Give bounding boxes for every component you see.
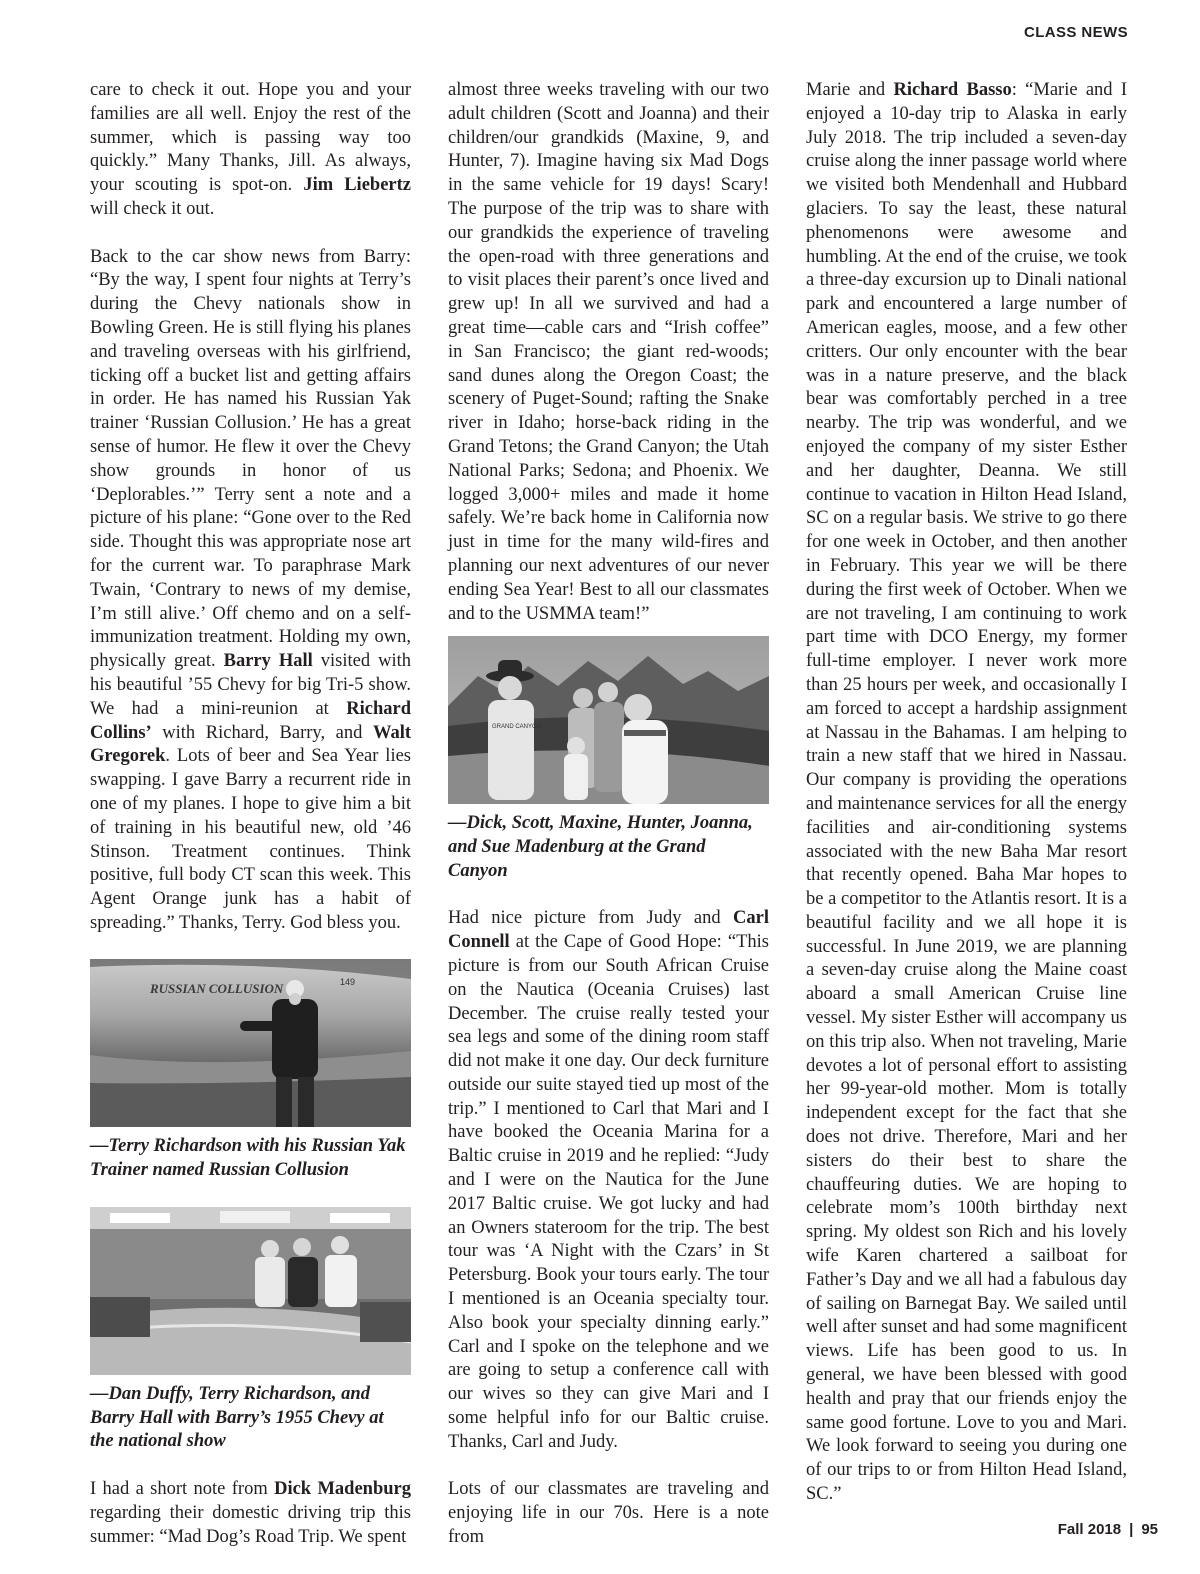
classmate-name: Richard Basso bbox=[893, 80, 1012, 100]
classmate-name: Walt Gregorek bbox=[90, 722, 411, 767]
classmate-name: Barry Hall bbox=[223, 651, 313, 672]
photo-car-show bbox=[90, 1207, 411, 1375]
plane-photo-image bbox=[90, 959, 411, 1127]
paragraph: Had nice picture from Judy and Carl Connell at the Cape of Good Hope: “This picture is from our South African Cruise on the Nautica (Oceania Cruises) last December. The cruise really tested your sea legs and some of the dining room staff did not make it one day. Our deck furniture outside our suite stayed tied up most of the trip.” I mentioned to Carl that Mari and I have booked the Oceania Marina for a Baltic cruise in 2019 and he replied: “Judy and I were on the Nautica for the June 2017 Baltic cruise. We got lucky and had an Owners stateroom for the trip. The best tour was ‘A Night with the Czars’ in St Petersburg. Book your tours early. The tour I mentioned is an Oceania specialty tour. Also book your specialty dinning early.” Carl and I spoke on the telephone and we are going to setup a conference call with our wives so they can give Mari and I some helpful info for our Baltic cruise. Thanks, Carl and Judy. bbox=[448, 908, 769, 1452]
section-header: CLASS NEWS bbox=[1023, 24, 1128, 41]
car-show-photo-image bbox=[90, 1207, 411, 1375]
photo-plane bbox=[90, 959, 411, 1127]
page-footer bbox=[1058, 1521, 1158, 1538]
photo-caption: —Dick, Scott, Maxine, Hunter, Joanna, and Sue Madenburg at the Grand Canyon bbox=[448, 813, 753, 881]
photo-grand-canyon bbox=[448, 636, 769, 804]
paragraph: I had a short note from Dick Madenburg regarding their domestic driving trip this summer: “Mad Dog’s Road Trip. We spent bbox=[90, 1479, 411, 1547]
classmate-name: Carl Connell bbox=[448, 908, 769, 953]
classmate-name: Richard Collins’ bbox=[90, 698, 411, 743]
column-3 bbox=[806, 79, 1127, 1531]
paragraph: Back to the car show news from Barry: “By the way, I spent four nights at Terry’s during the Chevy nationals show in Bowling Green. He is still flying his planes and traveling overseas with his girlfriend, ticking off a bucket list and getting affairs in order. He has named his Russian Yak trainer ‘Russian Collusion.’ He has a great sense of humor. He flew it over the Chevy show grounds in honor of us ‘Deplorables.’” Terry sent a note and a picture of his plane: “Gone over to the Red side. Thought this was appropriate nose art for the current war. To paraphrase Mark Twain, ‘Contrary to news of my demise, I’m still alive.’ Off chemo and on a self-immunization treatment. Holding my own, physically great. Barry Hall visited with his beautiful ’55 Chevy for big Tri-5 show. We had a mini-reunion at Richard Collins’ with Richard, Barry, and Walt Gregorek. Lots of beer and Sea Year lies swapping. I gave Barry a recurrent ride in one of my planes. I hope to give him a bit of training in his beautiful new, old ’46 Stinson. Treatment continues. Think positive, full body CT scan this week. This Agent Orange junk has a habit of spreading.” Thanks, Terry. God bless you. bbox=[90, 246, 411, 933]
nose-art-text: RUSSIAN COLLUSION bbox=[150, 981, 284, 997]
photo-caption: —Terry Richardson with his Russian Yak Trainer named Russian Collusion bbox=[90, 1136, 406, 1181]
paragraph: Lots of our classmates are traveling and enjoying life in our 70s. Here is a note from bbox=[448, 1479, 769, 1548]
issue-label: Fall 2018 bbox=[1057, 1521, 1122, 1538]
classmate-name: Dick Madenburg bbox=[274, 1479, 411, 1500]
paragraph: Marie and Richard Basso: “Marie and I enjoyed a 10-day trip to Alaska in early July 2018. The trip included a seven-day cruise along the inner passage world where we visited both Mendenhall and Hubbard glaciers. To say the least, these natural phenomenons were awesome and humbling. At the end of the cruise, we took a three-day excursion up to Dinali national park and encountered a large number of American eagles, moose, and a few other critters. Our only encounter with the bear was in a nature preserve, and the black bear was comfortably perched in a tree nearby. The trip was wonderful, and we enjoyed the company of my sister Esther and her daughter, Deanna. We still continue to vacation in Hilton Head Island, SC on a regular basis. We strive to go there for one week in October, and then another in February. This year we will be there during the first week of October. When we are not traveling, I am continuing to work part time with DCO Energy, my former full-time employer. I never work more than 25 hours per week, and occasionally I am forced to accept a hardship assignment at Nassau in the Bahamas. I am helping to train a new staff that we hired in Nassau. Our company is providing the operations and maintenance services for all the energy facilities and air-conditioning systems associated with the new Baha Mar resort that recently opened. Baha Mar hopes to be a competitor to the Atlantis resort. It is a beautiful facility and we all hope it is successful. In June 2019, we are planning a seven-day cruise along the Maine coast aboard a small American Cruise line vessel. My sister Esther will accompany us on this trip also. When not traveling, Marie devotes a lot of personal effort to assisting her 99-year-old mother. Mom is totally independent except for the fact that she does not drive. Therefore, Mari and her sisters do their best to share the chauffeuring duties. We are hoping to celebrate mom’s 100th birthday next spring. My oldest son Rich and his lovely wife Karen chartered a sailboat for Father’s Day and we all had a fabulous day of sailing on Barnegat Bay. We sailed until well after sunset and had some magnificent views. Life has been good to us. In general, we have been blessed with good health and pray that our friends enjoy the same good fortune. Love to you and Mari. We look forward to seeing you during one of our trips to or from Hilton Head Island, SC.” bbox=[806, 80, 1127, 1505]
grand-canyon-photo-image bbox=[448, 636, 769, 804]
photo-caption: —Dan Duffy, Terry Richardson, and Barry Hall with Barry’s 1955 Chevy at the national show bbox=[90, 1383, 384, 1452]
column-2 bbox=[448, 79, 769, 1574]
shirt-text: GRAND CANYON bbox=[492, 724, 542, 731]
footer-separator: | bbox=[1129, 1521, 1134, 1538]
column-1 bbox=[90, 79, 411, 1573]
paragraph: care to check it out. Hope you and your families are all well. Enjoy the rest of the summer, which is passing way too quickly.” Many Thanks, Jill. As always, your scouting is spot-on. Jim Liebertz will check it out. bbox=[90, 80, 411, 219]
page-number: 95 bbox=[1141, 1521, 1158, 1538]
paragraph: almost three weeks traveling with our two adult children (Scott and Joanna) and their children/our grandkids (Maxine, 9, and Hunter, 7). Imagine having six Mad Dogs in the same vehicle for 19 days! Scary! The purpose of the trip was to share with our grandkids the experience of traveling the open-road with three generations and to visit places their parent’s once lived and grew up! In all we survived and had a great time—cable cars and “Irish coffee” in San Francisco; the giant red-woods; sand dunes along the Oregon Coast; the scenery of Puget-Sound; rafting the Snake river in Idaho; horse-back riding in the Grand Tetons; the Grand Canyon; the Utah National Parks; Sedona; and Phoenix. We logged 3,000+ miles and made it home safely. We’re back home in California now just in time for the many wild-fires and planning our next adventures of our never ending Sea Year! Best to all our classmates and to the USMMA team!” bbox=[448, 80, 769, 624]
classmate-name: Jim Liebertz bbox=[303, 175, 411, 196]
svg-text:149: 149 bbox=[340, 977, 356, 988]
